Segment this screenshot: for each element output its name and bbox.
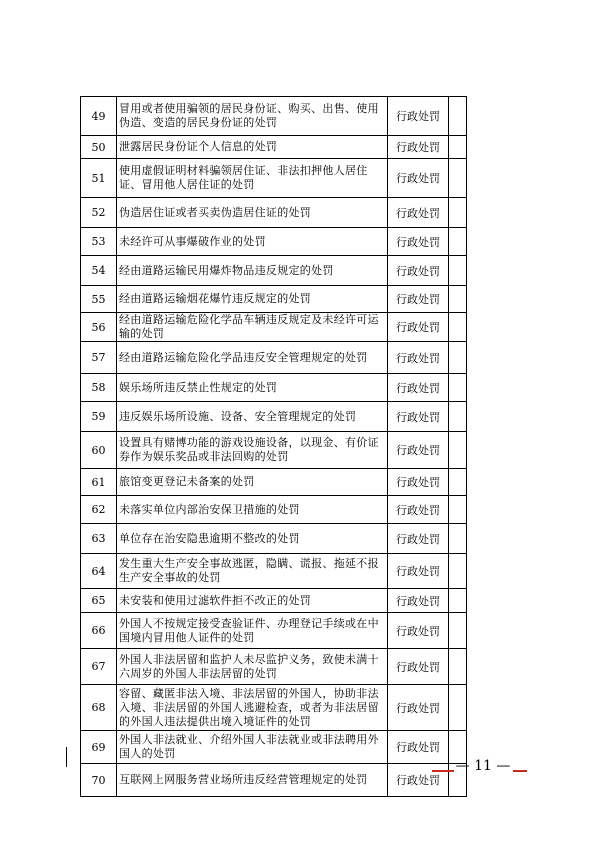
row-number: 55 xyxy=(81,286,117,313)
penalty-category: 行政处罚 xyxy=(388,524,449,554)
row-number: 66 xyxy=(81,613,117,649)
table-row xyxy=(81,432,467,469)
red-rule-left xyxy=(432,770,454,772)
penalty-category: 行政处罚 xyxy=(388,97,449,136)
row-number: 60 xyxy=(81,432,117,469)
empty-cell xyxy=(449,589,467,613)
penalty-item: 发生重大生产安全事故逃匿，隐瞒、谎报、拖延不报生产安全事故的处罚 xyxy=(117,554,388,589)
penalty-item: 设置具有赌博功能的游戏设施设备，以现金、有价证券作为娱乐奖品或非法回购的处罚 xyxy=(117,432,388,469)
row-number: 69 xyxy=(81,731,117,764)
penalty-category: 行政处罚 xyxy=(388,159,449,198)
table-row xyxy=(81,286,467,313)
penalty-item: 经由道路运输危险化学品违反安全管理规定的处罚 xyxy=(117,342,388,374)
penalty-item: 使用虚假证明材料骗领居住证、非法扣押他人居住证、冒用他人居住证的处罚 xyxy=(117,159,388,198)
empty-cell xyxy=(449,496,467,524)
row-number: 62 xyxy=(81,496,117,524)
penalty-item: 外国人非法就业、介绍外国人非法就业或非法聘用外国人的处罚 xyxy=(117,731,388,764)
table-row xyxy=(81,342,467,374)
penalty-category: 行政处罚 xyxy=(388,402,449,432)
penalty-item: 互联网上网服务营业场所违反经营管理规定的处罚 xyxy=(117,764,388,797)
penalty-item: 外国人不按规定接受查验证件、办理登记手续或在中国境内冒用他人证件的处罚 xyxy=(117,613,388,649)
penalty-item: 经由道路运输烟花爆竹违反规定的处罚 xyxy=(117,286,388,313)
penalty-category: 行政处罚 xyxy=(388,649,449,685)
row-number: 70 xyxy=(81,764,117,797)
empty-cell xyxy=(449,228,467,256)
table-row xyxy=(81,198,467,228)
page-footer xyxy=(432,758,527,778)
empty-cell xyxy=(449,159,467,198)
penalty-item: 违反娱乐场所设施、设备、安全管理规定的处罚 xyxy=(117,402,388,432)
penalty-category: 行政处罚 xyxy=(388,374,449,402)
penalty-item: 泄露居民身份证个人信息的处罚 xyxy=(117,136,388,159)
row-number: 64 xyxy=(81,554,117,589)
row-number: 67 xyxy=(81,649,117,685)
penalty-category: 行政处罚 xyxy=(388,731,449,764)
penalty-category: 行政处罚 xyxy=(388,613,449,649)
row-number: 63 xyxy=(81,524,117,554)
penalty-item: 冒用或者使用骗领的居民身份证、购买、出售、使用伪造、变造的居民身份证的处罚 xyxy=(117,97,388,136)
empty-cell xyxy=(449,685,467,731)
penalty-category: 行政处罚 xyxy=(388,496,449,524)
row-number: 65 xyxy=(81,589,117,613)
table-row xyxy=(81,731,467,764)
penalty-item: 伪造居住证或者买卖伪造居住证的处罚 xyxy=(117,198,388,228)
table-row xyxy=(81,159,467,198)
row-number: 56 xyxy=(81,313,117,342)
row-number: 49 xyxy=(81,97,117,136)
penalty-category: 行政处罚 xyxy=(388,342,449,374)
table-row xyxy=(81,313,467,342)
empty-cell xyxy=(449,97,467,136)
penalty-item: 经由道路运输危险化学品车辆违反规定及未经许可运输的处罚 xyxy=(117,313,388,342)
penalty-item: 外国人非法居留和监护人未尽监护义务，致使未满十六周岁的外国人非法居留的处罚 xyxy=(117,649,388,685)
penalty-category: 行政处罚 xyxy=(388,432,449,469)
penalty-category: 行政处罚 xyxy=(388,589,449,613)
penalty-item: 容留、藏匿非法入境、非法居留的外国人，协助非法入境、非法居留的外国人逃避检查，或者为非法居留的外国人违法提供出境入境证件的处罚 xyxy=(117,685,388,731)
row-number: 68 xyxy=(81,685,117,731)
table-row xyxy=(81,685,467,731)
row-number: 58 xyxy=(81,374,117,402)
margin-bar xyxy=(66,747,67,767)
row-number: 57 xyxy=(81,342,117,374)
page-number: — 11 — xyxy=(455,758,511,774)
table-row xyxy=(81,374,467,402)
table-row xyxy=(81,589,467,613)
penalty-item: 娱乐场所违反禁止性规定的处罚 xyxy=(117,374,388,402)
red-rule-right xyxy=(513,770,527,772)
table-row xyxy=(81,228,467,256)
penalty-category: 行政处罚 xyxy=(388,313,449,342)
row-number: 61 xyxy=(81,469,117,496)
penalty-category: 行政处罚 xyxy=(388,198,449,228)
empty-cell xyxy=(449,524,467,554)
empty-cell xyxy=(449,342,467,374)
empty-cell xyxy=(449,136,467,159)
penalty-table-body xyxy=(81,97,467,797)
table-row xyxy=(81,256,467,286)
table-row xyxy=(81,469,467,496)
penalty-item: 未经许可从事爆破作业的处罚 xyxy=(117,228,388,256)
empty-cell xyxy=(449,313,467,342)
table-row xyxy=(81,136,467,159)
empty-cell xyxy=(449,402,467,432)
row-number: 54 xyxy=(81,256,117,286)
penalty-item: 单位存在治安隐患逾期不整改的处罚 xyxy=(117,524,388,554)
empty-cell xyxy=(449,198,467,228)
table-row xyxy=(81,402,467,432)
penalty-category: 行政处罚 xyxy=(388,764,449,797)
table-row xyxy=(81,764,467,797)
penalty-category: 行政处罚 xyxy=(388,554,449,589)
penalty-category: 行政处罚 xyxy=(388,685,449,731)
penalty-category: 行政处罚 xyxy=(388,228,449,256)
penalty-category: 行政处罚 xyxy=(388,136,449,159)
table-row xyxy=(81,613,467,649)
row-number: 50 xyxy=(81,136,117,159)
table-row xyxy=(81,97,467,136)
penalty-category: 行政处罚 xyxy=(388,256,449,286)
penalty-category: 行政处罚 xyxy=(388,286,449,313)
penalty-category: 行政处罚 xyxy=(388,469,449,496)
penalty-item: 未安装和使用过滤软件拒不改正的处罚 xyxy=(117,589,388,613)
row-number: 51 xyxy=(81,159,117,198)
empty-cell xyxy=(449,554,467,589)
table-row xyxy=(81,554,467,589)
penalty-item: 经由道路运输民用爆炸物品违反规定的处罚 xyxy=(117,256,388,286)
table-row xyxy=(81,649,467,685)
empty-cell xyxy=(449,613,467,649)
empty-cell xyxy=(449,649,467,685)
row-number: 59 xyxy=(81,402,117,432)
row-number: 52 xyxy=(81,198,117,228)
penalty-item: 旅馆变更登记未备案的处罚 xyxy=(117,469,388,496)
penalty-table xyxy=(80,96,467,797)
empty-cell xyxy=(449,374,467,402)
table-row xyxy=(81,496,467,524)
empty-cell xyxy=(449,286,467,313)
empty-cell xyxy=(449,256,467,286)
empty-cell xyxy=(449,432,467,469)
row-number: 53 xyxy=(81,228,117,256)
table-row xyxy=(81,524,467,554)
empty-cell xyxy=(449,469,467,496)
penalty-item: 未落实单位内部治安保卫措施的处罚 xyxy=(117,496,388,524)
